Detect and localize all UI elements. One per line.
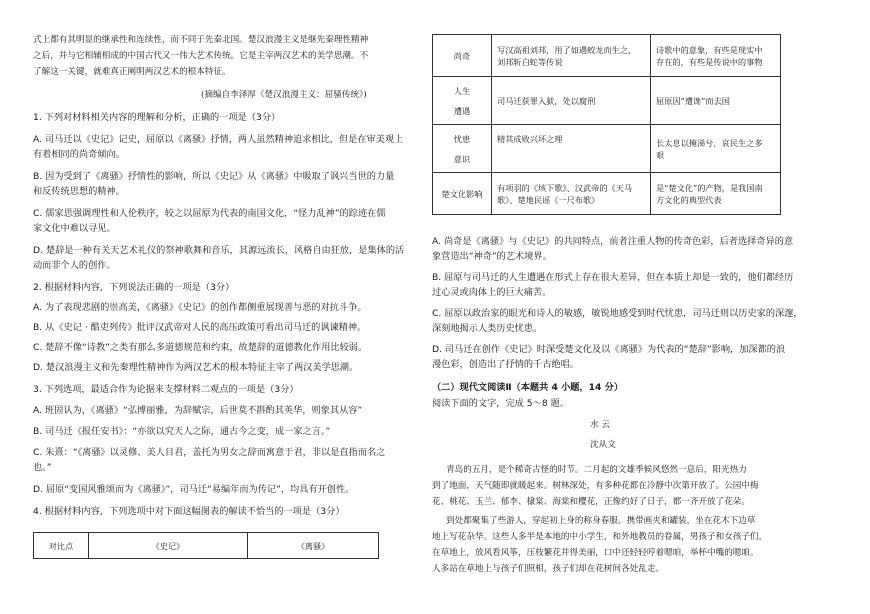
q1-option-c: C. 儒家思强调理性和人伦秩序，较之以屈原为代表的南国文化，“怪力乱神”的踪迹在儒 <box>33 208 386 219</box>
q1-option-b: B. 因为受到了《离骚》抒情性的影响，所以《史记》从《离骚》中吸取了讽兴当世的力量 <box>33 171 395 182</box>
row-label: 尚奇 <box>433 35 492 77</box>
lisao-cell: 长太息以掩涕兮，哀民生之多 艰 <box>651 125 781 173</box>
q1-option-b-cont: 和反传统思想的精神。 <box>33 186 125 197</box>
q1-option-c-cont: 家文化中难以寻见。 <box>33 223 116 234</box>
q1-option-a: A. 司马迁以《史记》记史，屈原以《离骚》抒情，两人虽然精神追求相比，但是在审美观上 <box>33 134 404 145</box>
q4-stem: 4. 根据材料内容，下列选项中对下面这幅图表的解读不恰当的一项是（3分） <box>33 506 345 517</box>
row-label: 忧患 意识 <box>433 125 492 173</box>
shiji-cell: 写汉高祖刘邦，用了如遇蛟龙而生之， 刘邦斩白蛇等传说 <box>492 35 651 77</box>
q4-option-c-cont: 深刻地揭示人类历史忧患。 <box>432 323 543 334</box>
essay-author: 沈从文 <box>590 440 616 450</box>
q3-option-a: A. 班固认为，《离骚》“弘博丽雅，为辞赋宗，后世莫不斟酌其英华，则象其从容” <box>33 405 363 416</box>
q4-option-b-cont: 过心灵或肉体上的巨大痛苦。 <box>432 287 552 298</box>
q1-option-d: D. 楚辞是一种有关天艺术礼仪的祭神歌舞和音乐，其源远流长，风格自由狂放，是集体的活 <box>33 245 405 256</box>
q1-option-d-cont: 动而非个人的创作。 <box>33 260 116 271</box>
essay-line: 人多站在草地上与孩子们照相，孩子们却在花树间各处乱走。 <box>432 564 665 574</box>
section-instructions: 阅读下面的文字，完成 5～8 题。 <box>432 398 569 409</box>
essay-line: 青岛的五月，是个稀奇古怪的时节。二月起的文雄季候风悠然一息后，阳光热力 <box>446 465 747 475</box>
q3-option-b: B. 司马迁《报任安书》：“亦欲以究天人之际，通古今之变，成一家之言。” <box>33 426 331 437</box>
q4-option-d-cont: 漫色彩，创造出了抒情的千古绝唱。 <box>432 359 579 370</box>
q3-stem: 3. 下列选项，最适合作为论据来支撑材料二观点的一项是（3分） <box>33 384 299 395</box>
shiji-cell: 精其成败兴坏之理 <box>492 125 651 173</box>
q2-stem: 2. 根据材料内容，下列说法正确的一项是（3分） <box>33 282 235 293</box>
q4-option-d: D. 司马迁在创作《史记》时深受楚文化及以《离骚》为代表的“楚辞”影响，加深都的浪 <box>432 344 786 355</box>
row-label: 楚文化影响 <box>433 173 492 215</box>
q4-option-a-cont: 象营造出“神奇”的艺术境界。 <box>432 251 552 262</box>
q2-option-a: A. 为了表现悲剧的崇高美，《离骚》《史记》的创作都侧重展现善与恶的对抗斗争。 <box>33 302 367 313</box>
essay-title: 水 云 <box>590 420 610 430</box>
essay-line: 地上写花杂华。这些人多半是本地的中小学生，和外地教员的眷属，男孩子和女孩子们， <box>432 532 768 542</box>
table-row <box>433 173 781 215</box>
q1-option-a-cont: 有着相同的尚奇倾向。 <box>33 149 125 160</box>
table-header-cell: 《离骚》 <box>248 533 379 559</box>
intro-line: 之后，并与它相辅相成的中国古代又一伟大艺术传统。它是主宰两汉艺术的美学思潮。不 <box>33 51 369 61</box>
table-row <box>433 125 781 173</box>
intro-line: 式上都有其明显的继承性和连续性，而不同于先秦北国。楚汉浪漫主义是继先秦理性精神 <box>33 35 369 45</box>
intro-line: 了解这一关键，就难真正阐明两汉艺术的根本特征。 <box>33 67 231 77</box>
comparison-table-body <box>432 34 781 215</box>
lisao-cell: 屈原因“遭谗”而去国 <box>651 77 781 125</box>
q2-option-d: D. 楚汉浪漫主义和先秦理性精神作为两汉艺术的根本特征主宰了两汉美学思潮。 <box>33 362 359 373</box>
essay-line: 到了地面，天气随即就暖起来。树林深处，有多种花都在冷静中次第开放了。公园中梅 <box>432 481 759 491</box>
essay-line: 花、桃花、玉兰、郁李、棣棠、海棠和樱花，正像约好了日子，都一齐开放了花朵。 <box>432 497 750 507</box>
q1-stem: 1. 下列对材料相关内容的理解和分析，正确的一项是（3分） <box>33 112 281 123</box>
q3-option-d: D. 屈原“变国风雅颂而为《离骚》”，司马迁“易编年而为传记”，均具有开创性。 <box>33 484 355 495</box>
table-header-cell: 对比点 <box>34 533 89 559</box>
section-title: （二）现代文阅读Ⅱ（本题共 4 小题，14 分） <box>432 382 624 393</box>
source-citation: (摘编自李泽厚《楚汉浪漫主义：屈骚传统》) <box>201 90 367 100</box>
comparison-table-header <box>33 532 379 559</box>
q3-option-c: C. 朱熹：“《离骚》以灵修、美人目君，盖托为男女之辞而寓意于君，非以是直指而名之 <box>33 447 386 458</box>
essay-line: 在草地上，放风看风筝，压枝繁花并得美丽，口中还轻轻哼着嗯咱，举杯中嘴的嗯咱。 <box>432 548 759 558</box>
row-label: 人生 遭遇 <box>433 77 492 125</box>
q4-option-c: C. 屈原以政治家的眼光和诗人的敏感，敏锐地感受到时代忧患，司马迁则以历史家的深邃， <box>432 308 803 319</box>
shiji-cell: 司马迁获罪入狱，处以腐刑 <box>492 77 651 125</box>
table-row <box>433 77 781 125</box>
table-row <box>433 35 781 77</box>
q2-option-b: B. 从《史记 · 酷吏列传》批评汉武帝对人民的高压政策可看出司马迁的讽谏精神。 <box>33 322 367 333</box>
q2-option-c: C. 楚辞不像“诗教”之类有那么多道德规范和约束，故楚辞的道德教化作用比较弱。 <box>33 342 368 353</box>
lisao-cell: 诗歌中的意象，有些是现实中 存在的，有些是传说中的事物 <box>651 35 781 77</box>
table-header-cell: 《史记》 <box>89 533 248 559</box>
q4-option-a: A. 尚奇是《离骚》与《史记》的共同特点，前者注重人物的传奇色彩，后者选择奇异的意 <box>432 236 794 247</box>
q4-option-b: B. 屈原与司马迁的人生遭遇在形式上存在很大差异，但在本质上却是一致的，他们都经历 <box>432 272 794 283</box>
lisao-cell: 是“楚文化”的产物，是我国南 方文化的典型代表 <box>651 173 781 215</box>
q3-option-c-cont: 也。” <box>33 462 52 473</box>
shiji-cell: 有项羽的《垓下歌》、汉武帝的《天马 歌》、楚地民谣《一尺布歌》 <box>492 173 651 215</box>
essay-line: 到处都聚集了些游人，穿起初上身的称身春服。携带画夹和罐装，坐在花木下边草 <box>446 516 756 526</box>
